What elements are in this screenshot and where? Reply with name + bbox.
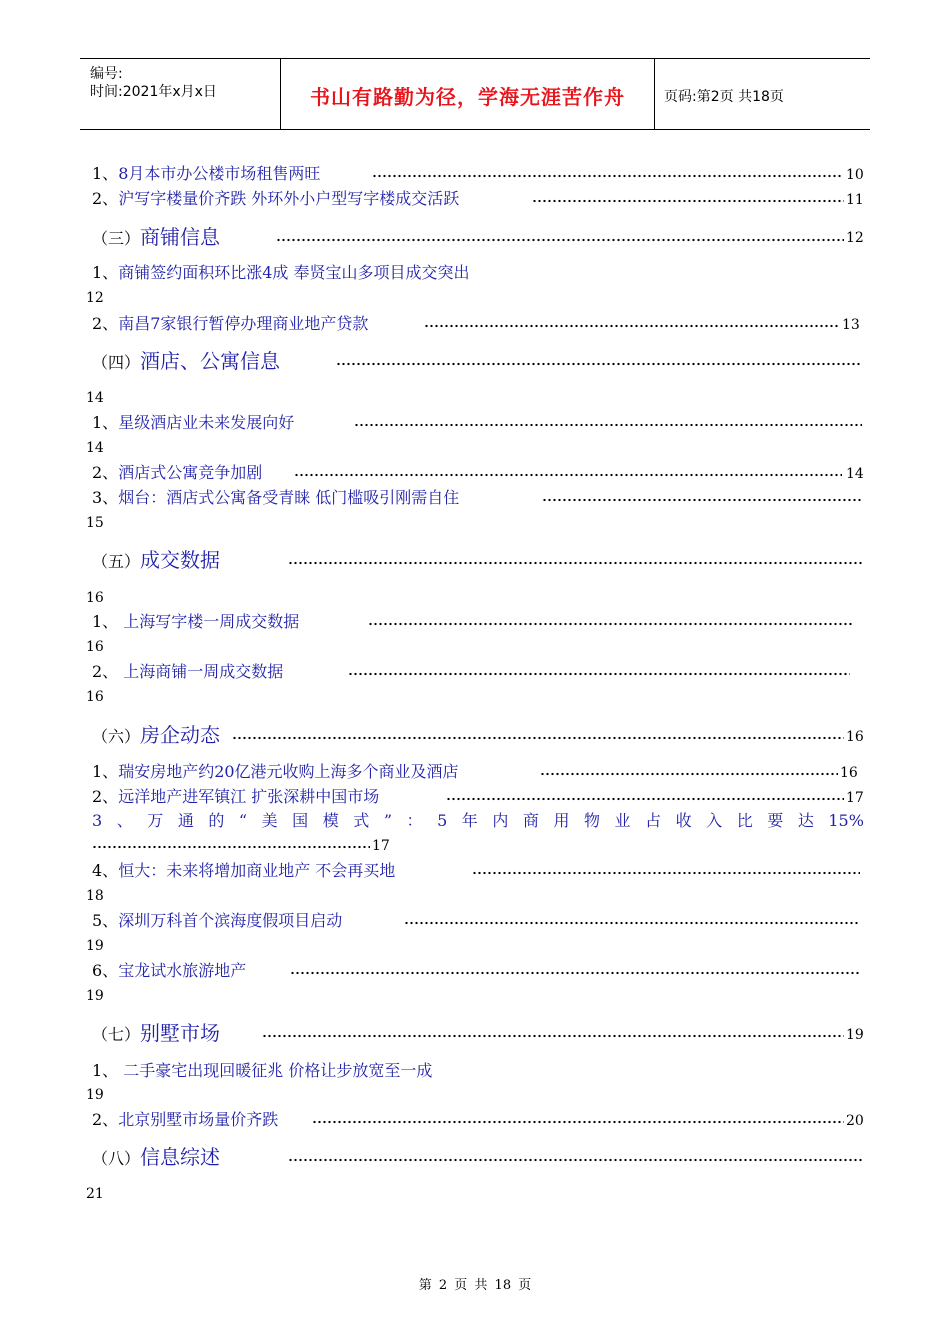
toc-item[interactable]: 4、恒大：未来将增加商业地产 不会再买地 bbox=[92, 861, 396, 880]
toc-page-number: 19 bbox=[846, 1027, 864, 1043]
dot-leader bbox=[348, 672, 850, 676]
toc-section[interactable]: （五）成交数据 bbox=[92, 548, 221, 572]
dot-leader bbox=[542, 498, 862, 502]
dot-leader bbox=[372, 174, 842, 178]
toc-section[interactable]: （四）酒店、公寓信息 bbox=[92, 349, 281, 373]
toc-item[interactable]: 1、商铺签约面积环比涨4成 奉贤宝山多项目成交突出 bbox=[92, 263, 470, 282]
header-page-cell bbox=[654, 59, 870, 129]
dot-leader bbox=[312, 1120, 844, 1124]
toc-item[interactable]: 2、北京别墅市场量价齐跌 bbox=[92, 1110, 279, 1129]
document-header bbox=[80, 58, 870, 130]
toc-page-number: 19 bbox=[86, 938, 104, 954]
dot-leader bbox=[294, 473, 842, 477]
toc-section[interactable]: （三）商铺信息 bbox=[92, 225, 221, 249]
toc-item[interactable]: 6、宝龙试水旅游地产 bbox=[92, 961, 247, 980]
toc-page-number: 15 bbox=[86, 515, 104, 531]
motto: 书山有路勤为径，学海无涯苦作舟 bbox=[310, 85, 625, 109]
toc-item[interactable]: 1、 二手豪宅出现回暖征兆 价格让步放宽至一成 bbox=[92, 1061, 433, 1080]
toc-section[interactable]: （六）房企动态 bbox=[92, 723, 221, 747]
toc-section[interactable]: （七）别墅市场 bbox=[92, 1021, 221, 1045]
dot-leader bbox=[276, 238, 844, 242]
toc-item[interactable]: 2、沪写字楼量价齐跌 外环外小户型写字楼成交活跃 bbox=[92, 189, 460, 208]
toc-page-number: 13 bbox=[842, 317, 860, 333]
toc-page-number: 17 bbox=[846, 790, 864, 806]
dot-leader bbox=[262, 1034, 844, 1038]
dot-leader bbox=[540, 772, 838, 776]
dot-leader bbox=[532, 199, 844, 203]
dot-leader bbox=[446, 797, 844, 801]
toc-page-number: 19 bbox=[86, 988, 104, 1004]
toc-item-justified[interactable]: 3 、 万 通 的 “ 美 国 模 式 ” ： 5 年 内 商 用 物 业 占 收 入 比 要 达 15% bbox=[92, 811, 864, 830]
toc-page-number: 16 bbox=[846, 729, 864, 745]
page-label: 页码:第2页 共18页 bbox=[664, 89, 784, 105]
dot-leader bbox=[232, 736, 844, 740]
toc-page-number: 12 bbox=[846, 230, 864, 246]
toc-page-number: 19 bbox=[86, 1087, 104, 1103]
dot-leader bbox=[354, 423, 862, 427]
toc-page-number: 16 bbox=[840, 765, 858, 781]
dot-leader bbox=[92, 845, 370, 849]
toc-item[interactable]: 2、南昌7家银行暂停办理商业地产贷款 bbox=[92, 314, 369, 333]
toc-item[interactable]: 3、烟台：酒店式公寓备受青睐 低门槛吸引刚需自住 bbox=[92, 488, 460, 507]
dot-leader bbox=[368, 622, 854, 626]
toc-page-number: 16 bbox=[86, 689, 104, 705]
toc-page-number: 20 bbox=[846, 1113, 864, 1129]
dot-leader bbox=[336, 362, 862, 366]
page-footer: 第 2 页 共 18 页 bbox=[418, 1278, 532, 1293]
toc-item[interactable]: 5、深圳万科首个滨海度假项目启动 bbox=[92, 911, 343, 930]
dot-leader bbox=[404, 921, 860, 925]
number-label: 编号: bbox=[90, 66, 123, 82]
dot-leader bbox=[288, 561, 862, 565]
toc-page-number: 12 bbox=[86, 290, 104, 306]
toc-item[interactable]: 1、星级酒店业未来发展向好 bbox=[92, 413, 295, 432]
toc-page-number: 21 bbox=[86, 1186, 104, 1202]
toc-page-number: 17 bbox=[372, 838, 390, 854]
toc-item[interactable]: 1、瑞安房地产约20亿港元收购上海多个商业及酒店 bbox=[92, 762, 459, 781]
header-motto-cell bbox=[280, 59, 655, 129]
toc-page-number: 11 bbox=[846, 192, 864, 208]
toc-item[interactable]: 2、 上海商铺一周成交数据 bbox=[92, 662, 284, 681]
toc-page-number: 14 bbox=[86, 440, 104, 456]
toc-item[interactable]: 2、酒店式公寓竞争加剧 bbox=[92, 463, 263, 482]
toc-item[interactable]: 2、远洋地产进军镇江 扩张深耕中国市场 bbox=[92, 787, 380, 806]
toc-page-number: 16 bbox=[86, 590, 104, 606]
dot-leader bbox=[424, 324, 840, 328]
dot-leader bbox=[472, 871, 860, 875]
header-meta-cell bbox=[80, 59, 280, 129]
time-label: 时间:2021年x月x日 bbox=[90, 84, 217, 100]
toc-item[interactable]: 1、8月本市办公楼市场租售两旺 bbox=[92, 164, 321, 183]
dot-leader bbox=[290, 971, 860, 975]
toc-section[interactable]: （八）信息综述 bbox=[92, 1145, 221, 1169]
toc-page-number: 18 bbox=[86, 888, 104, 904]
toc-page-number: 16 bbox=[86, 639, 104, 655]
toc-page-number: 10 bbox=[846, 167, 864, 183]
toc-item[interactable]: 1、 上海写字楼一周成交数据 bbox=[92, 612, 300, 631]
toc-page-number: 14 bbox=[86, 390, 104, 406]
dot-leader bbox=[288, 1158, 862, 1162]
toc-page-number: 14 bbox=[846, 466, 864, 482]
